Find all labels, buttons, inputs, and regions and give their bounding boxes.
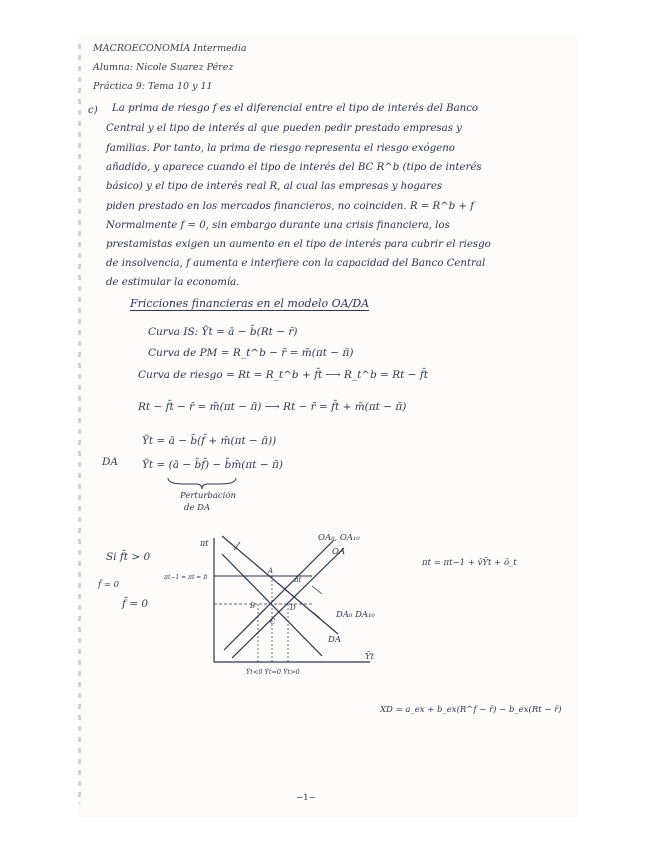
student-name: Alumna: Nicole Suarez Pérez	[93, 62, 234, 73]
oa-label: OA	[332, 547, 346, 557]
mp-curve-equation: Curva de PM = R_t^b − r̄ = m̄(πt − π̄)	[148, 347, 354, 359]
oa-equation: πt = πt−1 + v̄Ỹt + ō_t	[422, 558, 517, 568]
course-title: MACROECONOMÍA Intermedia	[93, 43, 247, 54]
paragraph-line: de estimular la economía.	[106, 277, 240, 288]
y-axis-label: πt	[200, 539, 209, 548]
paragraph-line: La prima de riesgo f es el diferencial entre el tipo de interés del Banco	[112, 103, 479, 114]
risk-curve-equation: Curva de riesgo = Rt = R_t^b + f̄t ⟶ R_t^b = Rt − f̄t	[138, 369, 428, 381]
shock-note-line2: de DA	[184, 503, 211, 513]
da0-curve	[222, 536, 338, 634]
point-a: A	[268, 567, 274, 575]
underbrace	[166, 476, 238, 490]
da-label-graph: DA	[328, 635, 341, 645]
da-equation-1: Ỹt = ā − b̄(f̄ + m̄(πt − π̄))	[142, 435, 277, 447]
substitution-equation: Rt − f̄t − r̄ = m̄(πt − π̄) ⟶ Rt − r̄ = f̄t + m̄(πt − π̄)	[138, 401, 407, 413]
paragraph-line: de insolvencia, f aumenta e interfiere con la capacidad del Banco Central	[106, 258, 486, 269]
paragraph-line: añadido, y aparece cuando el tipo de interés del BC R^b (tipo de interés	[106, 162, 482, 173]
oa0-label: OA₀, OA₁₀	[318, 533, 360, 543]
oa0-curve	[224, 540, 334, 650]
pi-equilibrium-label: πt−1 = πt = π̄	[164, 574, 208, 581]
x-tick-labels: Ỹt<0 Ỹt=0 Ỹt>0	[246, 668, 300, 676]
xd-equation: XD = a_ex + b_ex(R^f − r̄) − b_ex(Rt − r̄)	[380, 705, 562, 715]
scanned-page	[80, 36, 576, 816]
point-b: B	[250, 602, 256, 610]
x-axis-label: Ỹt	[365, 652, 375, 662]
practice-label: Práctica 9: Tema 10 y 11	[93, 81, 213, 92]
section-title: Fricciones financieras en el modelo OA/DA	[130, 297, 370, 310]
da0-label: DA₀ DA₁₀	[336, 610, 375, 620]
da-equation-2: Ỹt = (ā − b̄f̄) − b̄m̄(πt − π̄)	[142, 459, 283, 471]
point-c: C	[270, 618, 276, 626]
condition-note: Si f̄t > 0	[106, 551, 151, 563]
paragraph-line: Normalmente f = 0, sin embargo durante una crisis financiera, los	[106, 220, 450, 231]
paragraph-line: prestamistas exigen un aumento en el tipo de interés para cubrir el riesgo	[106, 239, 491, 250]
point-d: D	[290, 604, 296, 612]
paragraph-line: básico) y el tipo de interés real R, al cual las empresas y hogares	[106, 181, 443, 192]
f-zero-note: f̂ = 0	[98, 580, 120, 590]
is-curve-equation: Curva IS: Ỹt = ā − b̄(Rt − r̄)	[148, 326, 298, 338]
question-marker: c)	[88, 105, 98, 116]
page-number: −1−	[296, 793, 316, 803]
paragraph-line: piden prestado en los mercados financieros, no coinciden. R = R^b + f	[106, 201, 475, 212]
pi-arrow-label: π̄t	[294, 576, 302, 584]
paragraph-line: Central y el tipo de interés al que pueden pedir prestado empresas y	[106, 123, 462, 134]
paragraph-line: familias. Por tanto, la prima de riesgo representa el riesgo exógeno	[106, 143, 455, 154]
da-label: DA	[102, 456, 119, 468]
shock-note-line1: Perturbación	[180, 491, 236, 501]
f-bar-zero-note: f̄ = 0	[122, 598, 149, 610]
